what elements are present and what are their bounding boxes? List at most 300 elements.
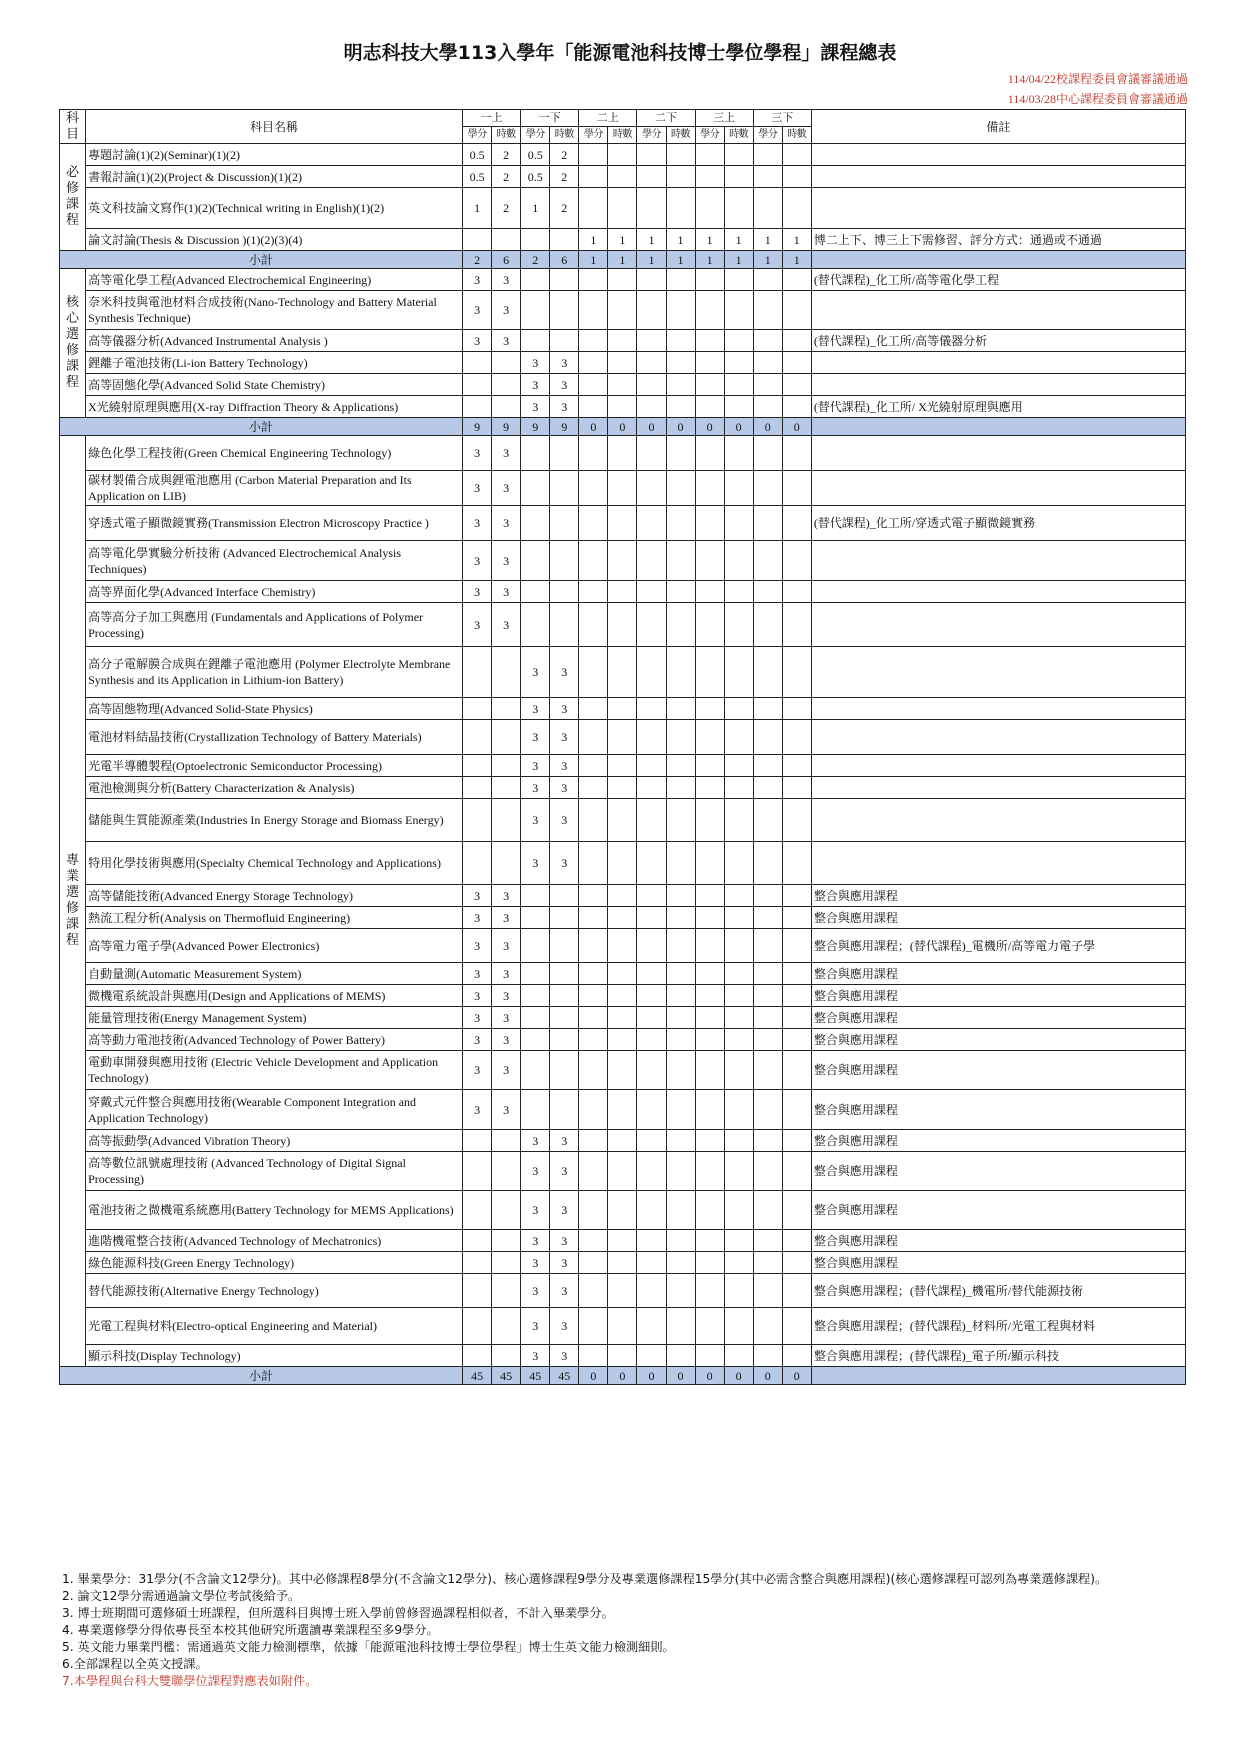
credit-cell xyxy=(753,603,782,647)
credit-cell xyxy=(695,374,724,396)
credit-cell xyxy=(695,799,724,842)
hours-cell xyxy=(724,1308,753,1345)
credit-cell xyxy=(579,436,608,471)
hours-cell xyxy=(666,1191,695,1230)
subtotal-row xyxy=(60,1367,1186,1385)
credit-cell xyxy=(753,929,782,963)
course-name: 高等儀器分析(Advanced Instrumental Analysis ) xyxy=(86,330,463,352)
credit-cell xyxy=(521,541,550,581)
course-name: 書報討論(1)(2)(Project & Discussion)(1)(2) xyxy=(86,166,463,188)
table-row xyxy=(60,1051,1186,1090)
table-row xyxy=(60,1152,1186,1191)
hours-cell xyxy=(724,1230,753,1252)
hours-cell xyxy=(550,963,579,985)
table-row xyxy=(60,647,1186,698)
hours-cell xyxy=(724,1007,753,1029)
hours-cell xyxy=(724,720,753,755)
hours-cell xyxy=(666,471,695,506)
hours-cell: 3 xyxy=(492,581,521,603)
subtotal-value: 1 xyxy=(753,251,782,269)
credit-cell xyxy=(637,506,666,541)
credit-cell: 3 xyxy=(521,777,550,799)
hours-cell: 3 xyxy=(550,1191,579,1230)
credit-cell xyxy=(579,581,608,603)
hours-cell xyxy=(666,963,695,985)
credit-cell xyxy=(695,907,724,929)
hours-cell xyxy=(666,188,695,229)
hours-cell: 3 xyxy=(550,1130,579,1152)
hours-cell xyxy=(666,1308,695,1345)
course-name: 穿戴式元件整合與應用技術(Wearable Component Integration and Application Technology) xyxy=(86,1090,463,1130)
hours-cell xyxy=(492,1345,521,1367)
credit-cell: 3 xyxy=(463,1029,492,1051)
credit-cell: 3 xyxy=(521,352,550,374)
hours-cell xyxy=(782,374,811,396)
credit-cell: 3 xyxy=(463,885,492,907)
hours-cell xyxy=(550,541,579,581)
credit-cell xyxy=(695,885,724,907)
header-credit: 學分 xyxy=(695,127,724,144)
hours-cell xyxy=(666,1152,695,1191)
course-name: 鋰離子電池技術(Li-ion Battery Technology) xyxy=(86,352,463,374)
subtotal-value: 0 xyxy=(579,418,608,436)
hours-cell xyxy=(724,374,753,396)
course-name: 電動車開發與應用技術 (Electric Vehicle Development and Application Technology) xyxy=(86,1051,463,1090)
course-name: 穿透式電子顯微鏡實務(Transmission Electron Microscopy Practice ) xyxy=(86,506,463,541)
credit-cell xyxy=(521,269,550,291)
credit-cell xyxy=(579,647,608,698)
subtotal-value: 0 xyxy=(695,418,724,436)
hours-cell xyxy=(724,963,753,985)
header-hours: 時數 xyxy=(550,127,579,144)
hours-cell: 3 xyxy=(550,799,579,842)
table-row xyxy=(60,396,1186,418)
credit-cell xyxy=(637,720,666,755)
course-name: 綠色化學工程技術(Green Chemical Engineering Technology) xyxy=(86,436,463,471)
hours-cell xyxy=(724,291,753,330)
credit-cell xyxy=(753,885,782,907)
hours-cell xyxy=(608,471,637,506)
hours-cell xyxy=(782,1029,811,1051)
course-name: 高等電化學工程(Advanced Electrochemical Engineering) xyxy=(86,269,463,291)
credit-cell xyxy=(753,985,782,1007)
subtotal-value: 45 xyxy=(463,1367,492,1385)
credit-cell xyxy=(695,269,724,291)
credit-cell: 3 xyxy=(521,1274,550,1308)
note-item: 5. 英文能力畢業門檻：需通過英文能力檢測標準，依據「能源電池科技博士學位學程」博士生英文能力檢測細則。 xyxy=(62,1640,675,1654)
hours-cell xyxy=(492,1130,521,1152)
course-name: 電池材料結晶技術(Crystallization Technology of Battery Materials) xyxy=(86,720,463,755)
subtotal-row xyxy=(60,418,1186,436)
hours-cell xyxy=(666,374,695,396)
remark-cell: 整合與應用課程 xyxy=(811,1007,1185,1029)
table-row xyxy=(60,842,1186,885)
credit-cell xyxy=(695,166,724,188)
hours-cell xyxy=(666,396,695,418)
hours-cell: 3 xyxy=(492,330,521,352)
course-name: 顯示科技(Display Technology) xyxy=(86,1345,463,1367)
hours-cell xyxy=(608,985,637,1007)
credit-cell xyxy=(579,755,608,777)
credit-cell xyxy=(753,144,782,166)
credit-cell xyxy=(637,603,666,647)
credit-cell xyxy=(463,396,492,418)
hours-cell xyxy=(782,1230,811,1252)
remark-cell: 整合與應用課程 xyxy=(811,1191,1185,1230)
remark-cell xyxy=(811,698,1185,720)
credit-cell xyxy=(579,1191,608,1230)
credit-cell xyxy=(695,985,724,1007)
hours-cell xyxy=(724,581,753,603)
subtotal-remark xyxy=(811,1367,1185,1385)
note-item: 3. 博士班期間可選修碩士班課程，但所選科目與博士班入學前曾修習過課程相似者，不計入畢業學分。 xyxy=(62,1606,614,1620)
category-label: 必 修 課 程 xyxy=(60,144,86,251)
subtotal-value: 1 xyxy=(579,251,608,269)
credit-cell: 1 xyxy=(637,229,666,251)
hours-cell: 3 xyxy=(550,698,579,720)
hours-cell xyxy=(782,698,811,720)
credit-cell xyxy=(637,885,666,907)
remark-cell xyxy=(811,374,1185,396)
hours-cell xyxy=(782,1345,811,1367)
hours-cell: 1 xyxy=(666,229,695,251)
credit-cell xyxy=(637,1308,666,1345)
hours-cell xyxy=(608,581,637,603)
subtotal-value: 9 xyxy=(463,418,492,436)
credit-cell: 3 xyxy=(463,907,492,929)
hours-cell xyxy=(782,929,811,963)
hours-cell xyxy=(666,1230,695,1252)
subtotal-value: 0 xyxy=(579,1367,608,1385)
table-row xyxy=(60,436,1186,471)
hours-cell: 2 xyxy=(492,166,521,188)
subtotal-value: 0 xyxy=(782,1367,811,1385)
page-title: 明志科技大學113入學年「能源電池科技博士學位學程」課程總表 xyxy=(343,42,897,64)
hours-cell xyxy=(608,1130,637,1152)
credit-cell xyxy=(637,755,666,777)
header-credit: 學分 xyxy=(637,127,666,144)
credit-cell xyxy=(637,396,666,418)
table-row xyxy=(60,166,1186,188)
hours-cell: 2 xyxy=(492,144,521,166)
credit-cell xyxy=(521,1090,550,1130)
credit-cell: 3 xyxy=(521,374,550,396)
course-name: 高等電化學實驗分析技術 (Advanced Electrochemical Analysis Techniques) xyxy=(86,541,463,581)
credit-cell xyxy=(695,471,724,506)
header-subject: 科目名稱 xyxy=(86,110,463,144)
hours-cell xyxy=(666,330,695,352)
credit-cell xyxy=(637,436,666,471)
credit-cell xyxy=(637,471,666,506)
course-name: 碳材製備合成與鋰電池應用 (Carbon Material Preparation and Its Application on LIB) xyxy=(86,471,463,506)
subtotal-row xyxy=(60,251,1186,269)
hours-cell xyxy=(550,1029,579,1051)
hours-cell xyxy=(608,330,637,352)
credit-cell xyxy=(753,1191,782,1230)
hours-cell xyxy=(550,269,579,291)
credit-cell xyxy=(753,291,782,330)
credit-cell xyxy=(695,1252,724,1274)
hours-cell xyxy=(724,1274,753,1308)
credit-cell: 3 xyxy=(521,698,550,720)
header-semester: 三上 xyxy=(695,110,753,127)
course-name: 論文討論(Thesis & Discussion )(1)(2)(3)(4) xyxy=(86,229,463,251)
hours-cell xyxy=(782,396,811,418)
hours-cell xyxy=(782,144,811,166)
credit-cell xyxy=(637,1152,666,1191)
remark-cell: (替代課程)_化工所/穿透式電子顯微鏡實務 xyxy=(811,506,1185,541)
header-category: 科 目 xyxy=(60,110,86,144)
remark-cell: 整合與應用課程 xyxy=(811,1230,1185,1252)
remark-cell: (替代課程)_化工所/高等儀器分析 xyxy=(811,330,1185,352)
remark-cell: (替代課程)_化工所/高等電化學工程 xyxy=(811,269,1185,291)
table-row xyxy=(60,144,1186,166)
course-name: 高等界面化學(Advanced Interface Chemistry) xyxy=(86,581,463,603)
credit-cell: 1 xyxy=(579,229,608,251)
remark-cell xyxy=(811,188,1185,229)
hours-cell xyxy=(782,541,811,581)
credit-cell xyxy=(695,755,724,777)
table-row xyxy=(60,1007,1186,1029)
hours-cell: 1 xyxy=(724,229,753,251)
hours-cell xyxy=(492,842,521,885)
credit-cell xyxy=(463,1252,492,1274)
hours-cell xyxy=(608,1051,637,1090)
credit-cell xyxy=(579,963,608,985)
credit-cell xyxy=(463,229,492,251)
hours-cell xyxy=(782,1007,811,1029)
hours-cell xyxy=(550,581,579,603)
hours-cell xyxy=(550,985,579,1007)
credit-cell: 1 xyxy=(695,229,724,251)
credit-cell xyxy=(579,1274,608,1308)
credit-cell xyxy=(753,1130,782,1152)
course-name: 高等數位訊號處理技術 (Advanced Technology of Digital Signal Processing) xyxy=(86,1152,463,1191)
credit-cell xyxy=(637,581,666,603)
remark-cell: 整合與應用課程 xyxy=(811,1252,1185,1274)
hours-cell xyxy=(608,777,637,799)
subtotal-value: 0 xyxy=(666,1367,695,1385)
credit-cell xyxy=(753,1007,782,1029)
credit-cell xyxy=(579,541,608,581)
credit-cell xyxy=(753,907,782,929)
table-row xyxy=(60,291,1186,330)
hours-cell xyxy=(608,352,637,374)
credit-cell xyxy=(579,1090,608,1130)
credit-cell: 1 xyxy=(521,188,550,229)
hours-cell xyxy=(492,647,521,698)
course-name: 英文科技論文寫作(1)(2)(Technical writing in English)(1)(2) xyxy=(86,188,463,229)
credit-cell xyxy=(753,471,782,506)
credit-cell: 3 xyxy=(521,1308,550,1345)
hours-cell xyxy=(782,907,811,929)
credit-cell: 3 xyxy=(463,963,492,985)
credit-cell xyxy=(637,330,666,352)
hours-cell xyxy=(608,1274,637,1308)
course-name: X光繞射原理與應用(X-ray Diffraction Theory & Applications) xyxy=(86,396,463,418)
hours-cell xyxy=(724,1345,753,1367)
hours-cell xyxy=(782,1051,811,1090)
credit-cell xyxy=(521,985,550,1007)
credit-cell xyxy=(753,1345,782,1367)
hours-cell xyxy=(782,885,811,907)
course-name: 電池技術之微機電系統應用(Battery Technology for MEMS Applications) xyxy=(86,1191,463,1230)
hours-cell xyxy=(608,907,637,929)
remark-cell: 整合與應用課程；(替代課程)_材料所/光電工程與材料 xyxy=(811,1308,1185,1345)
hours-cell xyxy=(608,720,637,755)
hours-cell xyxy=(608,755,637,777)
credit-cell: 3 xyxy=(521,842,550,885)
credit-cell xyxy=(579,1051,608,1090)
credit-cell: 3 xyxy=(463,269,492,291)
hours-cell xyxy=(492,1152,521,1191)
hours-cell xyxy=(724,396,753,418)
remark-cell xyxy=(811,471,1185,506)
credit-cell xyxy=(753,436,782,471)
hours-cell: 3 xyxy=(550,1274,579,1308)
table-row xyxy=(60,188,1186,229)
hours-cell xyxy=(550,1007,579,1029)
credit-cell xyxy=(695,144,724,166)
course-name: 儲能與生質能源產業(Industries In Energy Storage and Biomass Energy) xyxy=(86,799,463,842)
credit-cell xyxy=(753,963,782,985)
table-row xyxy=(60,1308,1186,1345)
credit-cell xyxy=(579,929,608,963)
table-row xyxy=(60,720,1186,755)
credit-cell xyxy=(753,1230,782,1252)
credit-cell xyxy=(695,1274,724,1308)
table-row xyxy=(60,985,1186,1007)
hours-cell xyxy=(492,698,521,720)
credit-cell xyxy=(579,603,608,647)
hours-cell xyxy=(608,374,637,396)
subtotal-value: 45 xyxy=(521,1367,550,1385)
hours-cell xyxy=(608,541,637,581)
subtotal-value: 0 xyxy=(695,1367,724,1385)
credit-cell xyxy=(753,777,782,799)
remark-cell: 整合與應用課程；(替代課程)_電子所/顯示科技 xyxy=(811,1345,1185,1367)
credit-cell xyxy=(637,541,666,581)
hours-cell xyxy=(666,842,695,885)
credit-cell xyxy=(463,1152,492,1191)
hours-cell xyxy=(492,229,521,251)
credit-cell: 3 xyxy=(463,929,492,963)
credit-cell xyxy=(579,1029,608,1051)
credit-cell xyxy=(695,647,724,698)
hours-cell: 2 xyxy=(492,188,521,229)
subtotal-value: 0 xyxy=(637,1367,666,1385)
subtotal-value: 0 xyxy=(608,418,637,436)
subtotal-value: 1 xyxy=(695,251,724,269)
hours-cell xyxy=(782,1152,811,1191)
credit-cell xyxy=(637,188,666,229)
credit-cell xyxy=(753,1090,782,1130)
hours-cell xyxy=(608,166,637,188)
hours-cell xyxy=(666,720,695,755)
header-semester: 一下 xyxy=(521,110,579,127)
remark-cell xyxy=(811,720,1185,755)
hours-cell: 3 xyxy=(550,374,579,396)
credit-cell xyxy=(521,603,550,647)
hours-cell xyxy=(782,352,811,374)
remark-cell xyxy=(811,777,1185,799)
credit-cell xyxy=(521,1051,550,1090)
credit-cell xyxy=(579,1007,608,1029)
credit-cell xyxy=(695,698,724,720)
hours-cell xyxy=(492,352,521,374)
credit-cell: 3 xyxy=(463,291,492,330)
subtotal-value: 0 xyxy=(724,418,753,436)
remark-cell: 整合與應用課程 xyxy=(811,885,1185,907)
hours-cell: 3 xyxy=(550,1252,579,1274)
header-credit: 學分 xyxy=(463,127,492,144)
credit-cell xyxy=(637,799,666,842)
credit-cell: 3 xyxy=(463,985,492,1007)
credit-cell xyxy=(637,985,666,1007)
credit-cell xyxy=(579,330,608,352)
hours-cell xyxy=(782,1274,811,1308)
credit-cell xyxy=(579,396,608,418)
remark-cell: 整合與應用課程 xyxy=(811,907,1185,929)
hours-cell: 3 xyxy=(492,963,521,985)
course-name: 奈米科技與電池材料合成技術(Nano-Technology and Battery Material Synthesis Technique) xyxy=(86,291,463,330)
hours-cell xyxy=(608,842,637,885)
credit-cell: 3 xyxy=(521,1230,550,1252)
hours-cell xyxy=(724,352,753,374)
credit-cell xyxy=(637,144,666,166)
hours-cell xyxy=(724,144,753,166)
credit-cell xyxy=(637,907,666,929)
credit-cell: 3 xyxy=(463,471,492,506)
credit-cell xyxy=(463,1274,492,1308)
header-hours: 時數 xyxy=(724,127,753,144)
credit-cell xyxy=(579,188,608,229)
credit-cell xyxy=(637,929,666,963)
credit-cell xyxy=(695,1090,724,1130)
credit-cell: 3 xyxy=(521,1152,550,1191)
credit-cell xyxy=(521,907,550,929)
hours-cell xyxy=(724,1090,753,1130)
credit-cell xyxy=(637,842,666,885)
credit-cell xyxy=(579,1130,608,1152)
hours-cell xyxy=(666,269,695,291)
hours-cell xyxy=(608,396,637,418)
hours-cell xyxy=(782,1090,811,1130)
note-item: 6.全部課程以全英文授課。 xyxy=(62,1657,208,1671)
hours-cell xyxy=(608,1230,637,1252)
hours-cell xyxy=(608,506,637,541)
credit-cell xyxy=(753,352,782,374)
hours-cell xyxy=(782,1308,811,1345)
credit-cell xyxy=(695,1230,724,1252)
credit-cell xyxy=(463,647,492,698)
hours-cell xyxy=(666,1051,695,1090)
hours-cell xyxy=(724,1152,753,1191)
hours-cell: 3 xyxy=(492,506,521,541)
credit-cell xyxy=(579,1252,608,1274)
course-table xyxy=(59,109,1186,1385)
table-row xyxy=(60,885,1186,907)
credit-cell xyxy=(753,166,782,188)
credit-cell: 3 xyxy=(463,603,492,647)
hours-cell xyxy=(666,907,695,929)
hours-cell xyxy=(666,581,695,603)
hours-cell xyxy=(608,1191,637,1230)
hours-cell xyxy=(724,1051,753,1090)
credit-cell: 3 xyxy=(463,436,492,471)
credit-cell xyxy=(695,929,724,963)
credit-cell xyxy=(463,698,492,720)
